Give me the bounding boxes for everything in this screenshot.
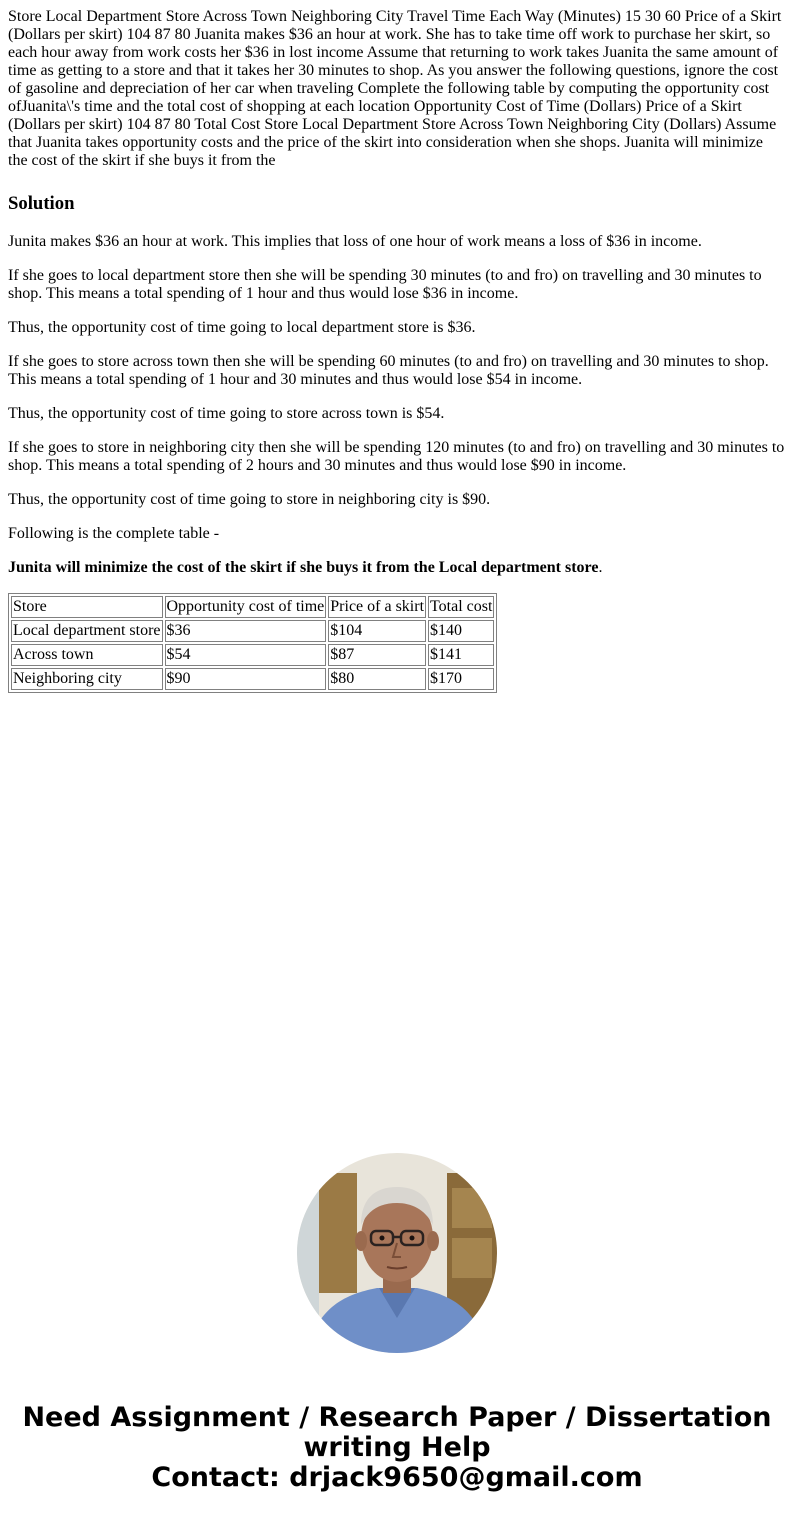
table-cell: $36 — [165, 620, 327, 642]
solution-paragraph: If she goes to local department store then she will be spending 30 minutes (to and fro) on travelling and 30 minutes to shop. This means a total spending of 1 hour and thus would lose $36 in income. — [8, 267, 762, 302]
table-cell: $140 — [428, 620, 494, 642]
table-cell: $87 — [328, 644, 426, 666]
tutor-avatar — [297, 1153, 497, 1353]
solution-paragraph: Following is the complete table - — [8, 525, 220, 542]
table-cell: $80 — [328, 668, 426, 690]
solution-paragraph: Thus, the opportunity cost of time going to store in neighboring city is $90. — [8, 491, 491, 508]
promo-banner — [0, 1403, 794, 1493]
solution-paragraph: If she goes to store across town then she will be spending 60 minutes (to and fro) on travelling and 30 minutes to shop. This means a total spending of 1 hour and 30 minutes and thus would lose $54 in income. — [8, 353, 769, 388]
table-cell: $54 — [165, 644, 327, 666]
avatar-portrait — [297, 1153, 497, 1353]
cost-table — [8, 593, 497, 693]
solution-paragraph: Thus, the opportunity cost of time going to store across town is $54. — [8, 405, 445, 422]
table-cell: $141 — [428, 644, 494, 666]
promo-line: Need Assignment / Research Paper / Dissertation — [22, 1402, 772, 1433]
solution-heading: Solution — [8, 193, 75, 214]
promo-contact: Contact: drjack9650@gmail.com — [151, 1462, 643, 1493]
table-row — [11, 644, 494, 666]
solution-paragraph: Thus, the opportunity cost of time going to local department store is $36. — [8, 319, 476, 336]
table-header-cell: Opportunity cost of time — [165, 596, 327, 618]
table-cell: Local department store — [11, 620, 163, 642]
question-text: Store Local Department Store Across Town Neighboring City Travel Time Each Way (Minutes) 15 30 60 Price of a Skirt (Dollars per skirt) 104 87 80 Juanita makes $36 an hour at work. She has to take time off work to purchase her skirt, so each hour away from work costs her $36 in lost income Assume that returning to work takes Juanita the same amount of time as getting to a store and that it takes her 30 minutes to shop. As you answer the following questions, ignore the cost of gasoline and depreciation of her car when traveling Complete the following table by computing the opportunity cost ofJuanita\'s time and the total cost of shopping at each location Opportunity Cost of Time (Dollars) Price of a Skirt (Dollars per skirt) 104 87 80 Total Cost Store Local Department Store Across Town Neighboring City (Dollars) Assume that Juanita takes opportunity costs and the price of the skirt into consideration when she shops. Juanita will minimize the cost of the skirt if she buys it from the — [8, 8, 782, 169]
table-cell: $170 — [428, 668, 494, 690]
table-cell: $104 — [328, 620, 426, 642]
table-cell: $90 — [165, 668, 327, 690]
document-content — [8, 8, 786, 693]
promo-line: writing Help — [303, 1432, 491, 1463]
table-header-cell: Price of a skirt — [328, 596, 426, 618]
table-header-cell: Store — [11, 596, 163, 618]
table-row — [11, 620, 494, 642]
conclusion-bold: Junita will minimize the cost of the skirt if she buys it from the Local department store — [8, 559, 599, 576]
conclusion-tail: . — [598, 559, 603, 576]
table-cell: Across town — [11, 644, 163, 666]
table-header-row — [11, 596, 494, 618]
table-header-cell: Total cost — [428, 596, 494, 618]
solution-paragraph: Junita makes $36 an hour at work. This implies that loss of one hour of work means a loss of $36 in income. — [8, 233, 702, 250]
table-row — [11, 668, 494, 690]
conclusion — [8, 559, 786, 577]
solution-paragraph: If she goes to store in neighboring city then she will be spending 120 minutes (to and fro) on travelling and 30 minutes to shop. This means a total spending of 2 hours and 30 minutes and thus would lose $90 in income. — [8, 439, 785, 474]
table-cell: Neighboring city — [11, 668, 163, 690]
